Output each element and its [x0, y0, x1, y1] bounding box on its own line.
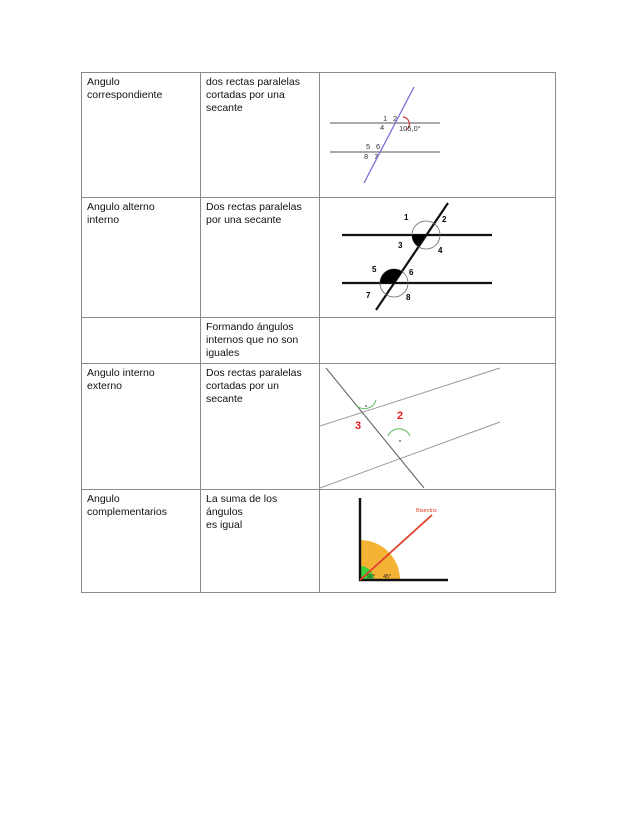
description-cell — [201, 318, 320, 364]
transversal-line — [376, 203, 448, 310]
term-cell — [82, 73, 201, 198]
term-text: Angulo complementarios — [87, 493, 167, 518]
angles-table — [81, 72, 556, 593]
angle-value-label: 45° — [383, 574, 392, 580]
figure-cell — [320, 364, 556, 490]
angle-label: 2 — [393, 114, 398, 123]
description-cell — [201, 73, 320, 198]
table-row — [82, 198, 556, 318]
filled-angle — [412, 235, 426, 247]
description-text: Dos rectas paralelas por una secante — [206, 201, 302, 226]
term-text: Angulo correspondiente — [87, 76, 163, 101]
table-row — [82, 318, 556, 364]
parallel-line-top — [320, 368, 500, 426]
angle-label: 2 — [397, 410, 404, 422]
angle-dot — [399, 440, 401, 442]
angle-label: 8 — [364, 152, 369, 161]
angle-arc — [388, 429, 410, 436]
term-cell — [82, 490, 201, 593]
angle-value-label: 105,0° — [399, 124, 421, 133]
description-text: Dos rectas paralelas cortadas por un secante — [206, 367, 302, 405]
description-cell — [201, 364, 320, 490]
angle-label: 4 — [380, 123, 385, 132]
bisector-label: Bisectriz — [416, 508, 437, 514]
parallel-line-bottom — [320, 422, 500, 488]
term-cell — [82, 198, 201, 318]
figure-cell — [320, 318, 556, 364]
interior-exterior-angles-figure — [320, 364, 560, 489]
angle-label: 1 — [383, 114, 388, 123]
angle-label: 5 — [366, 142, 371, 151]
alternate-interior-angles-figure — [320, 198, 560, 317]
angle-label: 7 — [374, 152, 379, 161]
term-text: Angulo interno externo — [87, 367, 155, 392]
description-text: La suma de los ángulos es igual — [206, 493, 278, 531]
description-cell — [201, 490, 320, 593]
angle-value-label: 90° — [367, 574, 376, 580]
angle-label: 1 — [404, 213, 409, 222]
angle-label: 2 — [442, 215, 447, 224]
angle-label: 8 — [406, 293, 411, 302]
angle-label: 4 — [438, 246, 443, 255]
angle-arc — [357, 400, 376, 409]
term-text: Angulo alterno interno — [87, 201, 155, 226]
angle-label: 3 — [355, 420, 362, 432]
description-cell — [201, 198, 320, 318]
table-row — [82, 490, 556, 593]
description-text: Formando ángulos internos que no son iguales — [206, 321, 299, 359]
description-text: dos rectas paralelas cortadas por una secante — [206, 76, 300, 114]
transversal-line — [326, 368, 424, 488]
table-row — [82, 73, 556, 198]
figure-cell — [320, 73, 556, 198]
figure-cell — [320, 198, 556, 318]
filled-angle — [380, 269, 402, 283]
complementary-angles-figure — [320, 490, 560, 592]
figure-cell — [320, 490, 556, 593]
corresponding-angles-figure — [320, 73, 560, 197]
angle-label: 3 — [398, 241, 403, 250]
angle-label: 6 — [376, 142, 381, 151]
term-cell — [82, 318, 201, 364]
angle-label: 6 — [409, 268, 414, 277]
transversal-line — [364, 87, 414, 183]
angle-dot — [365, 405, 367, 407]
term-cell — [82, 364, 201, 490]
angle-label: 5 — [372, 265, 377, 274]
table-row — [82, 364, 556, 490]
angle-label: 7 — [366, 291, 371, 300]
